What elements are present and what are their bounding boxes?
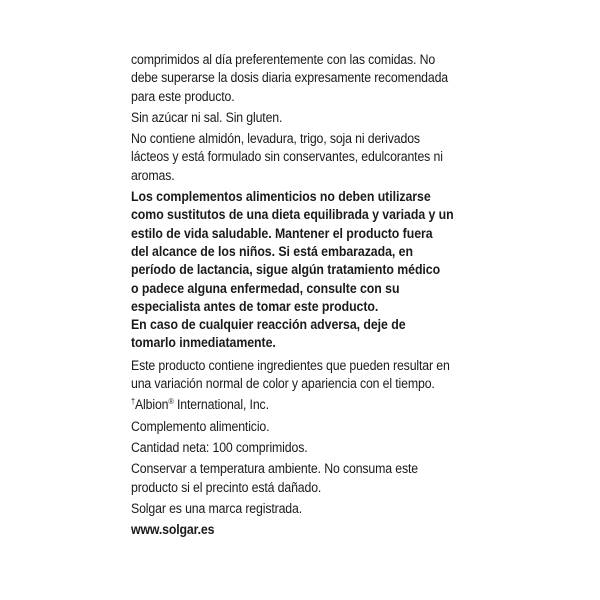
dosage-instructions: comprimidos al día preferentemente con las comidas. No debe superarse la dosis diaria expresamente recomendada para este producto. — [131, 52, 449, 104]
registered-mark: ® — [168, 397, 174, 407]
no-contains-statement: No contiene almidón, levadura, trigo, soja ni derivados lácteos y está formulado sin conservantes, edulcorantes ni aromas. — [131, 131, 443, 183]
free-from-statement: Sin azúcar ni sal. Sin gluten. — [131, 109, 283, 125]
dagger-mark: † — [131, 397, 135, 407]
net-quantity: Cantidad neta: 100 comprimidos. — [131, 439, 308, 455]
trademark-owner: International, Inc. — [173, 397, 269, 413]
product-category: Complemento alimenticio. — [131, 418, 270, 434]
website-link[interactable]: www.solgar.es — [131, 522, 215, 538]
natural-variation-note: Este producto contiene ingredientes que pueden resultar en una variación normal de color y apariencia con el tiempo. — [131, 357, 450, 392]
storage-instructions: Conservar a temperatura ambiente. No consuma este producto si el precinto está dañado. — [131, 461, 418, 495]
product-label-text — [131, 51, 471, 542]
brand-notice: Solgar es una marca registrada. — [131, 500, 303, 516]
trademark-name: Albion — [134, 397, 169, 413]
trademark-attribution — [131, 396, 471, 414]
supplement-warning: Los complementos alimenticios no deben utilizarse como sustitutos de una dieta equilibrada y variada y un estilo de vida saludable. Mantener el producto fuera del alcance de los niños. Si está embarazada, en período de lactancia, sigue algún tratamiento médico o padece alguna enfermedad, consulte con su especialista antes de tomar este producto. — [131, 189, 454, 314]
adverse-reaction-warning: En caso de cualquier reacción adversa, deje de tomarlo inmediatamente. — [131, 317, 406, 351]
